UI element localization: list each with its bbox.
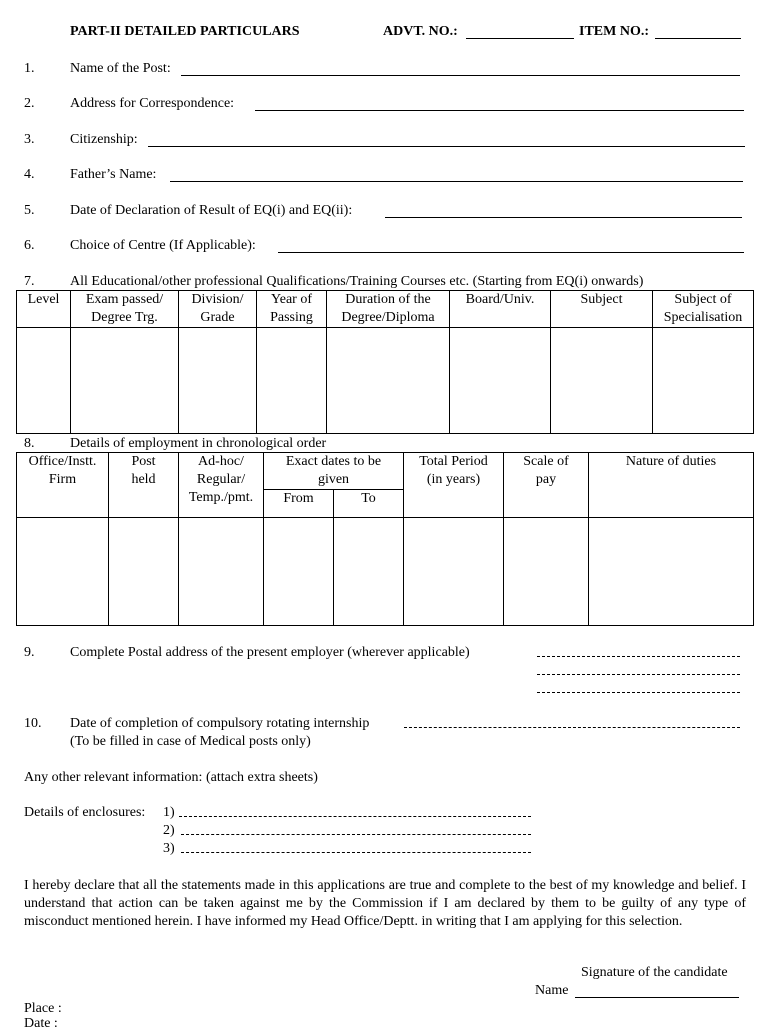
table-cell[interactable] [179,518,264,626]
column-header: Exam passed/ Degree Trg. [71,291,179,328]
column-header: Duration of the Degree/Diploma [327,291,450,328]
column-header-duties: Nature of duties [589,453,754,518]
enclosures-label: Details of enclosures: [24,805,146,820]
field-number: 3. [24,132,35,147]
advt-no-label: ADVT. NO.: [383,24,458,39]
table-cell[interactable] [327,328,450,434]
table-cell[interactable] [109,518,179,626]
name-label: Name [535,983,569,998]
table-row[interactable] [17,328,754,434]
table-cell[interactable] [653,328,754,434]
table-cell[interactable] [334,518,404,626]
signature-label: Signature of the candidate [581,965,728,980]
citizenship-field[interactable] [148,146,745,147]
employer-address-label: Complete Postal address of the present employer (wherever applicable) [70,645,470,660]
field-number: 9. [24,645,35,660]
column-header-scale: Scale of pay [504,453,589,518]
table-cell[interactable] [504,518,589,626]
column-header: Division/ Grade [179,291,257,328]
table-header-row [17,453,754,490]
centre-field[interactable] [278,252,744,253]
post-name-label: Name of the Post: [70,61,171,76]
internship-label: Date of completion of compulsory rotating internship [70,716,370,731]
enclosure-number: 3) [163,841,175,856]
table-cell[interactable] [404,518,504,626]
field-number: 4. [24,167,35,182]
column-header-period: Total Period (in years) [404,453,504,518]
table-cell[interactable] [257,328,327,434]
centre-label: Choice of Centre (If Applicable): [70,238,256,253]
employer-address-line-3[interactable] [537,692,740,693]
column-header: Board/Univ. [450,291,551,328]
employer-address-line-1[interactable] [537,656,740,657]
item-no-label: ITEM NO.: [579,24,649,39]
field-number: 2. [24,96,35,111]
address-field[interactable] [255,110,744,111]
table-header-row [17,291,754,328]
qualifications-table [16,290,754,434]
field-number: 1. [24,61,35,76]
result-date-label: Date of Declaration of Result of EQ(i) and EQ(ii): [70,203,353,218]
employment-title: Details of employment in chronological order [70,436,327,451]
column-header-from: From [264,490,334,518]
column-header-adhoc: Ad-hoc/ Regular/ Temp./pmt. [179,453,264,518]
father-name-label: Father’s Name: [70,167,157,182]
field-number: 8. [24,436,35,451]
internship-date-field[interactable] [404,727,740,728]
column-header-office: Office/Instt. Firm [17,453,109,518]
table-cell[interactable] [450,328,551,434]
enclosure-number: 1) [163,805,175,820]
field-number: 7. [24,274,35,289]
name-field[interactable] [575,997,739,998]
column-header-post: Post held [109,453,179,518]
column-header: Year of Passing [257,291,327,328]
table-cell[interactable] [179,328,257,434]
table-cell[interactable] [71,328,179,434]
citizenship-label: Citizenship: [70,132,138,147]
enclosure-field-2[interactable] [181,834,531,835]
column-header: Subject [551,291,653,328]
employment-table [16,452,754,626]
enclosure-field-3[interactable] [181,852,531,853]
enclosure-number: 2) [163,823,175,838]
column-header: Level [17,291,71,328]
advt-no-field[interactable] [466,38,574,39]
field-number: 5. [24,203,35,218]
table-cell[interactable] [17,328,71,434]
form-title: PART-II DETAILED PARTICULARS [70,24,300,39]
table-cell[interactable] [551,328,653,434]
internship-note: (To be filled in case of Medical posts only) [70,734,311,749]
employer-address-line-2[interactable] [537,674,740,675]
father-name-field[interactable] [170,181,743,182]
table-cell[interactable] [589,518,754,626]
table-cell[interactable] [17,518,109,626]
date-label: Date : [24,1016,58,1031]
place-label: Place : [24,1001,62,1016]
table-row[interactable] [17,518,754,626]
item-no-field[interactable] [655,38,741,39]
post-name-field[interactable] [181,75,740,76]
column-header: Subject of Specialisation [653,291,754,328]
qualifications-title: All Educational/other professional Qualifications/Training Courses etc. (Starting from EQ(i) onwards) [70,274,644,289]
table-cell[interactable] [264,518,334,626]
enclosure-field-1[interactable] [179,816,531,817]
column-header-dates: Exact dates to be given [264,453,404,490]
address-label: Address for Correspondence: [70,96,235,111]
field-number: 10. [24,716,42,731]
other-info-label: Any other relevant information: (attach extra sheets) [24,770,318,785]
field-number: 6. [24,238,35,253]
column-header-to: To [334,490,404,518]
result-date-field[interactable] [385,217,742,218]
declaration-text: I hereby declare that all the statements made in this applications are true and complete to the best of my knowledge and belief. I understand that action can be taken against me by the Commission if I am declared by them to be guilty of any type of misconduct mentioned herein. I have informed my Head Office/Deptt. in writing that I am applying for this selection. [24,878,746,929]
